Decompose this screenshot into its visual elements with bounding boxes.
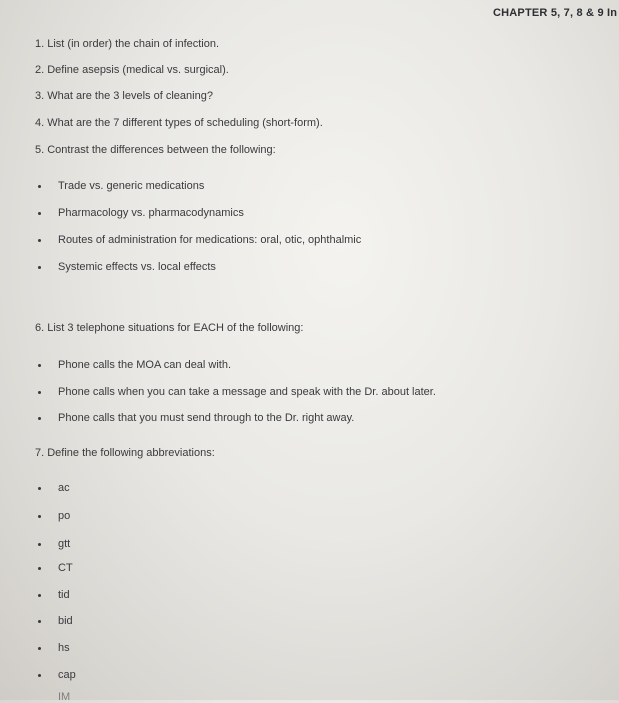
q5-list-item: Trade vs. generic medications [58,180,205,192]
bullet-dot [38,391,41,394]
abbreviation-item: ac [58,482,70,494]
question-5: 5. Contrast the differences between the following: [35,144,276,156]
question-1: 1. List (in order) the chain of infection. [35,38,220,50]
bullet-dot [38,543,41,546]
q5-list-item: Systemic effects vs. local effects [58,261,216,273]
bullet-dot [38,212,41,215]
bullet-dot [38,620,41,623]
abbreviation-item: hs [58,642,70,654]
bullet-dot [38,185,41,188]
question-2: 2. Define asepsis (medical vs. surgical). [35,64,229,76]
bullet-dot [38,364,41,367]
q6-list-item: Phone calls the MOA can deal with. [58,359,232,371]
bullet-dot [38,647,41,650]
abbreviation-item: bid [58,615,73,627]
question-4: 4. What are the 7 different types of scheduling (short-form). [35,117,323,129]
question-6: 6. List 3 telephone situations for EACH of the following: [35,322,304,334]
bullet-dot [38,487,41,490]
bullet-dot [38,594,41,597]
question-3: 3. What are the 3 levels of cleaning? [35,90,213,102]
q6-list-item: Phone calls when you can take a message and speak with the Dr. about later. [58,386,436,398]
abbreviation-item: tid [58,589,70,601]
q5-list-item: Pharmacology vs. pharmacodynamics [58,207,244,219]
abbreviation-item: CT [58,562,73,574]
chapter-title: CHAPTER 5, 7, 8 & 9 In [493,7,618,19]
q5-list-item: Routes of administration for medications: oral, otic, ophthalmic [58,234,362,246]
abbreviation-item: IM [58,691,71,703]
question-7: 7. Define the following abbreviations: [35,447,215,459]
abbreviation-item: gtt [58,538,71,550]
bullet-dot [38,266,41,269]
bullet-dot [38,674,41,677]
bullet-dot [38,567,41,570]
bullet-dot [38,417,41,420]
bullet-dot [38,239,41,242]
q6-list-item: Phone calls that you must send through to the Dr. right away. [58,412,355,424]
abbreviation-item: po [58,510,71,522]
bullet-dot [38,515,41,518]
abbreviation-item: cap [58,669,76,681]
